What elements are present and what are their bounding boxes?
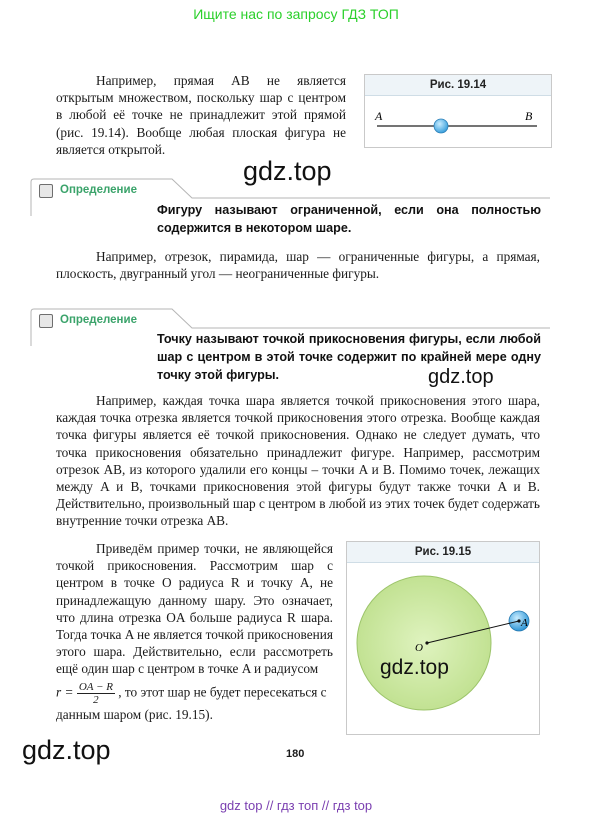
watermark: gdz.top bbox=[380, 656, 449, 679]
formula-line bbox=[56, 681, 333, 723]
definition-label: Определение bbox=[60, 184, 137, 196]
top-banner: Ищите нас по запросу ГДЗ ТОП bbox=[193, 6, 399, 22]
definition-label: Определение bbox=[60, 314, 137, 326]
page-number: 180 bbox=[286, 748, 305, 760]
paragraph-end: , то этот шар не будет пересекаться с данным шаром (рис. 19.15). bbox=[56, 684, 327, 722]
figure-19-15 bbox=[346, 541, 540, 735]
formula-denominator: 2 bbox=[93, 694, 99, 706]
paragraph-bounded-example: Например, отрезок, пирамида, шар — ограниченные фигуры, а прямая, плоскость, двугранный угол — неограниченные фигуры. bbox=[56, 249, 540, 282]
paragraph-non-contact-point: Приведём пример точки, не являющейся точкой прикосновения. Рассмотрим шар с центром в точке O радиуса R и точку A, не принадлежащую данному шару. Это означает, что длина отрезка OA больше радиуса R шара. Тогда точка A не является точкой прикосновения этого шара. Действительно, если рассмотреть ещё один шар с центром в точке A и радиусом bbox=[56, 541, 333, 677]
line-ab-diagram bbox=[365, 96, 551, 148]
ball-diagram bbox=[347, 563, 539, 735]
paragraph-contact-point-example: Например, каждая точка шара является точкой прикосновения этого шара, каждая точка отрезка является точкой прикосновения этого отрезка. Вообще каждая точка фигуры является её точкой прикосновения. Однако не следует думать, что точка прикосновения обязательно принадлежит фигуре. Например, рассмотрим отрезок AB, из которого удалили его концы – точки A и B. Помимо точек, лежащих между A и B, точками прикосновения этой фигуры будут также точки A и B. Действительно, произвольный шар с центром в любой из этих точек будет содержать внутренние точки отрезка AB. bbox=[56, 393, 540, 529]
definition-contact-point-text: Точку называют точкой прикосновения фигуры, если любой шар с центром в этой точке содержит по крайней мере одну точку этой фигуры. bbox=[157, 332, 541, 382]
big-ball bbox=[357, 576, 491, 710]
label-a: A bbox=[521, 617, 528, 629]
formula-fraction bbox=[77, 681, 115, 706]
figure-title: Рис. 19.15 bbox=[347, 542, 539, 563]
label-a: A bbox=[375, 109, 383, 123]
point-o bbox=[425, 641, 428, 644]
watermark: gdz.top bbox=[428, 366, 494, 388]
formula-numerator: OA − R bbox=[78, 681, 113, 693]
bottom-banner: gdz top // гдз топ // гдз top bbox=[219, 798, 373, 813]
label-o: O bbox=[415, 642, 423, 654]
figure-title: Рис. 19.14 bbox=[365, 75, 551, 96]
figure-19-14 bbox=[364, 74, 552, 148]
checkbox-icon bbox=[39, 314, 53, 328]
formula-lhs: r = bbox=[56, 684, 74, 700]
watermark: gdz.top bbox=[22, 735, 111, 765]
watermark: gdz.top bbox=[243, 156, 332, 186]
checkbox-icon bbox=[39, 184, 53, 198]
ball-on-line bbox=[434, 119, 448, 133]
paragraph-open-set-example: Например, прямая AB не является открытым множеством, поскольку шар с центром в любой её точке не принадлежит этой прямой (рис. 19.14). Вообще любая плоская фигура не является открытой. bbox=[56, 73, 346, 157]
label-b: B bbox=[525, 109, 533, 123]
definition-bounded-text: Фигуру называют ограниченной, если она полностью содержится в некотором шаре. bbox=[157, 203, 541, 235]
